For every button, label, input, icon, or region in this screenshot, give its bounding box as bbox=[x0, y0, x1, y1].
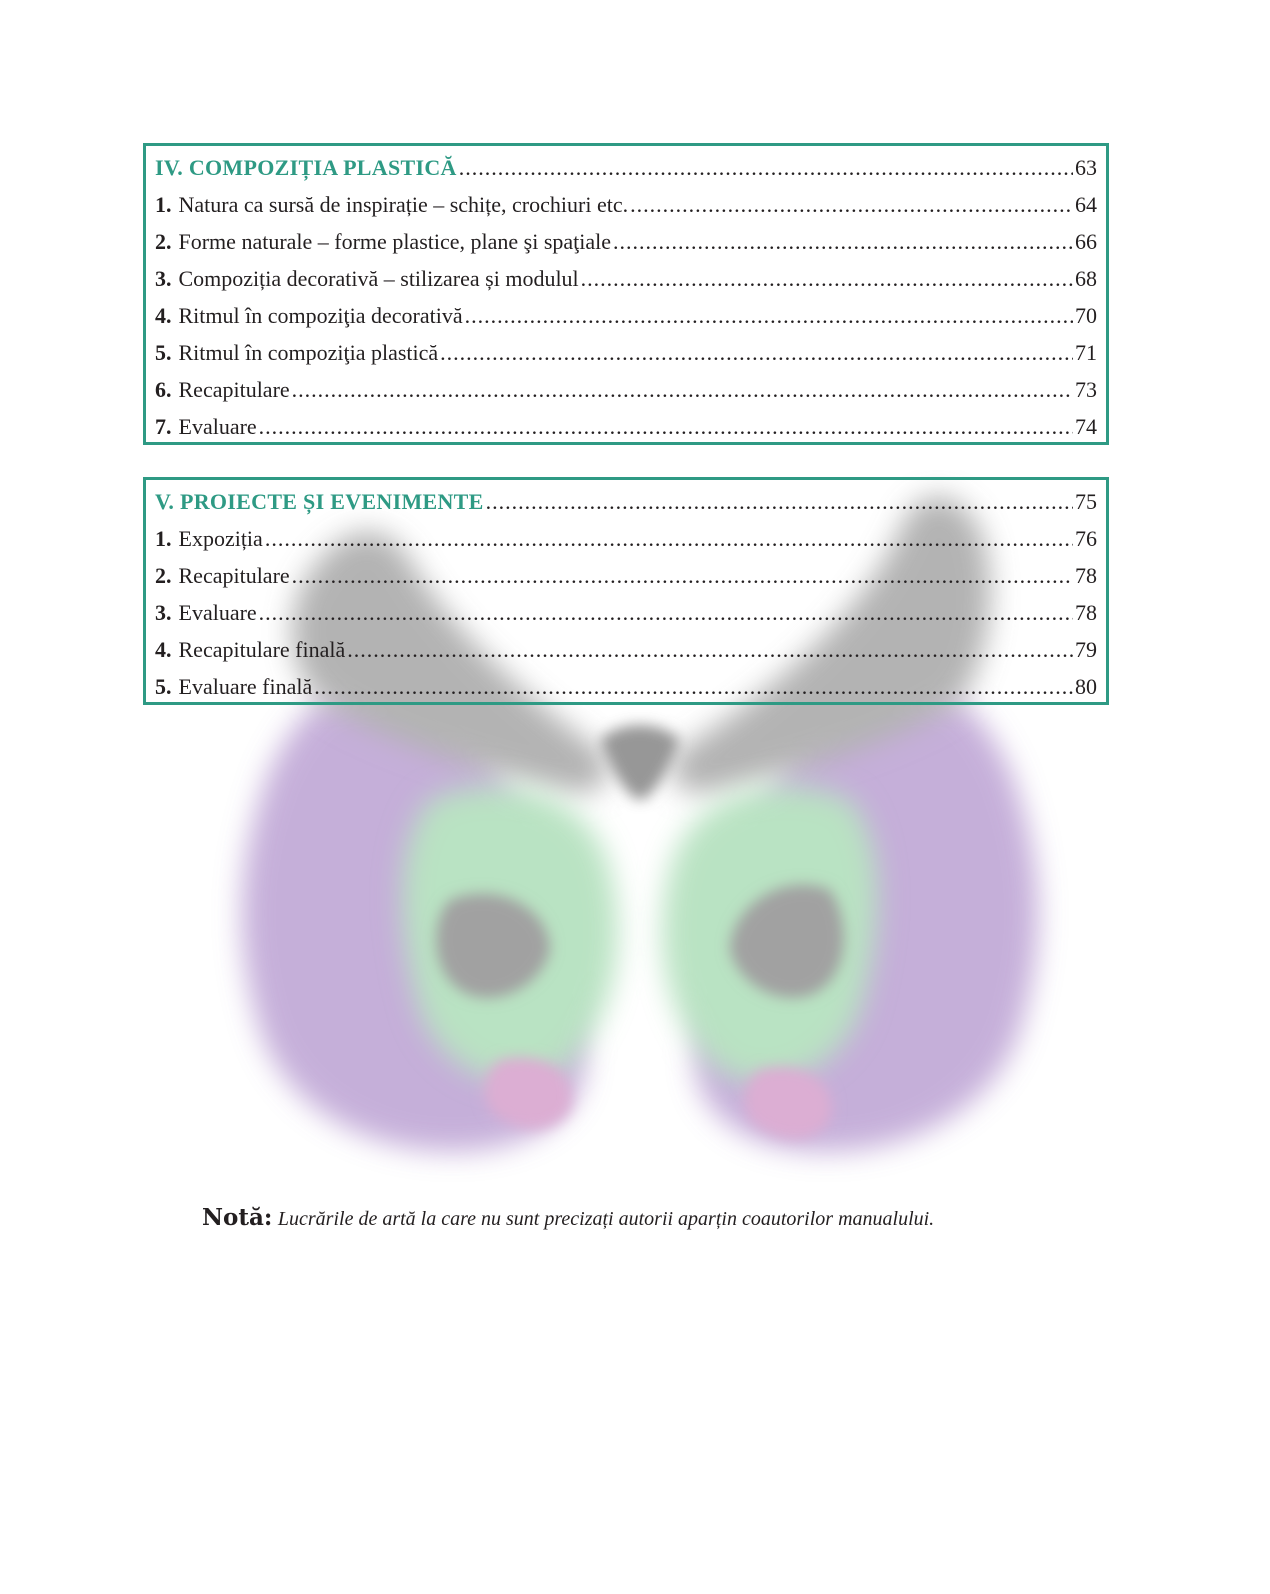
entry-title: Evaluare bbox=[178, 600, 257, 625]
section-title: IV. COMPOZIȚIA PLASTICĂ bbox=[155, 155, 457, 180]
dot-leader bbox=[613, 223, 1073, 260]
entry-number: 4. bbox=[155, 637, 172, 662]
page-number: 64 bbox=[1075, 192, 1097, 217]
toc-entry[interactable] bbox=[155, 297, 1097, 334]
page-number: 76 bbox=[1075, 526, 1097, 551]
toc-entry[interactable] bbox=[155, 557, 1097, 594]
entry-title: Expoziția bbox=[178, 526, 263, 551]
dot-leader bbox=[292, 557, 1073, 594]
page-number: 79 bbox=[1075, 637, 1097, 662]
dot-leader bbox=[259, 408, 1073, 445]
entry-number: 2. bbox=[155, 229, 172, 254]
entry-number: 1. bbox=[155, 192, 172, 217]
toc-entry[interactable] bbox=[155, 186, 1097, 223]
section-title: V. PROIECTE ȘI EVENIMENTE bbox=[155, 489, 484, 514]
toc-entry[interactable] bbox=[155, 631, 1097, 668]
dot-leader bbox=[465, 297, 1073, 334]
page-number: 73 bbox=[1075, 377, 1097, 402]
page-number: 63 bbox=[1075, 155, 1097, 180]
toc-section-iv bbox=[143, 143, 1109, 445]
entry-number: 5. bbox=[155, 674, 172, 699]
dot-leader bbox=[459, 149, 1073, 186]
entry-title: Evaluare bbox=[178, 414, 257, 439]
toc-entry[interactable] bbox=[155, 260, 1097, 297]
toc-entry[interactable] bbox=[155, 223, 1097, 260]
entry-number: 7. bbox=[155, 414, 172, 439]
toc-entry[interactable] bbox=[155, 520, 1097, 557]
entry-title: Evaluare finală bbox=[178, 674, 313, 699]
page-number: 66 bbox=[1075, 229, 1097, 254]
toc-section-v bbox=[143, 477, 1109, 705]
entry-title: Recapitulare bbox=[178, 377, 290, 402]
page-number: 75 bbox=[1075, 489, 1097, 514]
entry-number: 3. bbox=[155, 600, 172, 625]
page-number: 68 bbox=[1075, 266, 1097, 291]
page-number: 71 bbox=[1075, 340, 1097, 365]
entry-title: Recapitulare finală bbox=[178, 637, 346, 662]
toc-heading-row[interactable] bbox=[155, 483, 1097, 520]
toc-entry[interactable] bbox=[155, 334, 1097, 371]
entry-title: Forme naturale – forme plastice, plane şi spaţiale bbox=[178, 229, 612, 254]
toc-heading-row[interactable] bbox=[155, 149, 1097, 186]
toc-entry[interactable] bbox=[155, 668, 1097, 705]
dot-leader bbox=[347, 631, 1073, 668]
entry-number: 1. bbox=[155, 526, 172, 551]
note-text: Lucrările de artă la care nu sunt precizați autorii aparțin coautorilor manualului. bbox=[277, 1208, 935, 1230]
entry-title: Natura ca sursă de inspirație – schițe, crochiuri etc. bbox=[178, 192, 629, 217]
page-number: 78 bbox=[1075, 600, 1097, 625]
toc-entry[interactable] bbox=[155, 408, 1097, 445]
dot-leader bbox=[630, 186, 1073, 223]
toc-entry[interactable] bbox=[155, 371, 1097, 408]
entry-title: Recapitulare bbox=[178, 563, 290, 588]
page-number: 70 bbox=[1075, 303, 1097, 328]
dot-leader bbox=[440, 334, 1073, 371]
footnote bbox=[202, 1204, 1102, 1231]
dot-leader bbox=[581, 260, 1073, 297]
dot-leader bbox=[486, 483, 1073, 520]
entry-title: Ritmul în compoziţia decorativă bbox=[178, 303, 463, 328]
dot-leader bbox=[314, 668, 1073, 705]
entry-title: Ritmul în compoziţia plastică bbox=[178, 340, 439, 365]
dot-leader bbox=[259, 594, 1073, 631]
entry-number: 2. bbox=[155, 563, 172, 588]
entry-number: 3. bbox=[155, 266, 172, 291]
entry-number: 5. bbox=[155, 340, 172, 365]
page-number: 80 bbox=[1075, 674, 1097, 699]
toc-entry[interactable] bbox=[155, 594, 1097, 631]
dot-leader bbox=[265, 520, 1073, 557]
dot-leader bbox=[292, 371, 1073, 408]
page-number: 78 bbox=[1075, 563, 1097, 588]
note-label: Notă: bbox=[202, 1204, 273, 1231]
entry-number: 6. bbox=[155, 377, 172, 402]
entry-title: Compoziția decorativă – stilizarea și modulul bbox=[178, 266, 579, 291]
page-number: 74 bbox=[1075, 414, 1097, 439]
entry-number: 4. bbox=[155, 303, 172, 328]
